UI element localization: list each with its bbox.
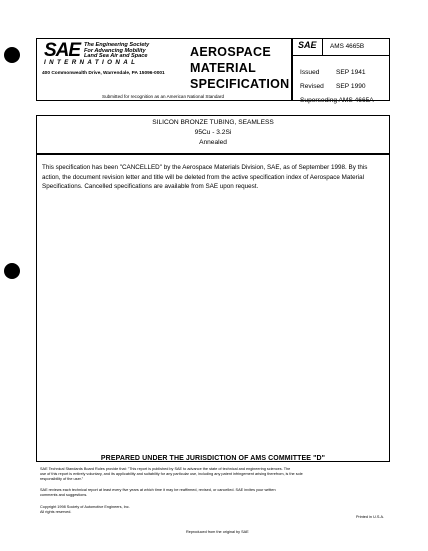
fine-print-3: responsibility of the user." bbox=[40, 477, 84, 481]
sae-address: 400 Commonwealth Drive, Warrendale, PA 15096-0001 bbox=[42, 71, 165, 76]
fine-print-2: use of this report is entirely voluntary, and its applicability and suitability for any particular use, including any patent infringement arising therefrom, is the sole bbox=[40, 472, 303, 476]
society-line-3: Land Sea Air and Space bbox=[84, 53, 148, 59]
title-specification: SPECIFICATION bbox=[190, 77, 290, 91]
superseding-note: Superseding AMS 4665A bbox=[300, 97, 374, 104]
spec-title-line-1: SILICON BRONZE TUBING, SEAMLESS bbox=[152, 119, 274, 126]
cancellation-paragraph: This specification has been "CANCELLED" by the Aerospace Materials Division, SAE, as of September 1998. By this action, the document revision letter and title will be deleted from the active specification index of Aerospace Material Specifications. Cancelled specifications are available from SAE upon request. bbox=[42, 164, 368, 190]
society-line-2: For Advancing Mobility bbox=[84, 47, 146, 54]
spec-title-line-2: 95Cu - 3.2Si bbox=[194, 129, 232, 136]
doc-number-divider bbox=[322, 38, 323, 55]
fine-print-1: SAE Technical Standards Board Rules provide that: "This report is published by SAE to advance the state of technical and engineering sciences. The bbox=[40, 467, 291, 471]
spec-title-line-3: Annealed bbox=[199, 139, 227, 146]
issued-label: Issued bbox=[300, 69, 320, 76]
doc-number: AMS 4665B bbox=[330, 43, 365, 50]
sae-logo: SAE bbox=[44, 40, 81, 61]
doc-info-rule bbox=[292, 55, 390, 56]
title-aerospace: AEROSPACE bbox=[190, 45, 271, 59]
rights-line: All rights reserved. bbox=[40, 510, 72, 514]
title-material: MATERIAL bbox=[190, 61, 257, 75]
bottom-note: Reproduced from the original by SAE bbox=[186, 530, 249, 534]
revised-label: Revised bbox=[300, 83, 324, 90]
sae-small-logo: SAE bbox=[298, 40, 317, 50]
printed-in: Printed in U.S.A. bbox=[356, 515, 385, 519]
copyright-line: Copyright 1998 Society of Automotive Engineers, Inc. bbox=[40, 505, 130, 509]
international-wordmark: INTERNATIONAL bbox=[44, 59, 139, 66]
revised-date: SEP 1990 bbox=[336, 83, 366, 90]
issued-date: SEP 1941 bbox=[336, 69, 366, 76]
fine-print-5: comments and suggestions. bbox=[40, 493, 88, 497]
prepared-under-note: PREPARED UNDER THE JURISDICTION OF AMS COMMITTEE "D" bbox=[100, 455, 326, 462]
society-line-1: The Engineering Society bbox=[84, 42, 150, 48]
submitted-note: Submitted for recognition as an American National Standard bbox=[102, 94, 225, 99]
punch-hole-middle bbox=[4, 263, 20, 279]
body-box bbox=[36, 154, 390, 462]
fine-print-4: SAE reviews each technical report at least every five years at which time it may be reaffirmed, revised, or cancelled. SAE invites your written bbox=[40, 488, 276, 492]
punch-hole-top bbox=[4, 47, 20, 63]
